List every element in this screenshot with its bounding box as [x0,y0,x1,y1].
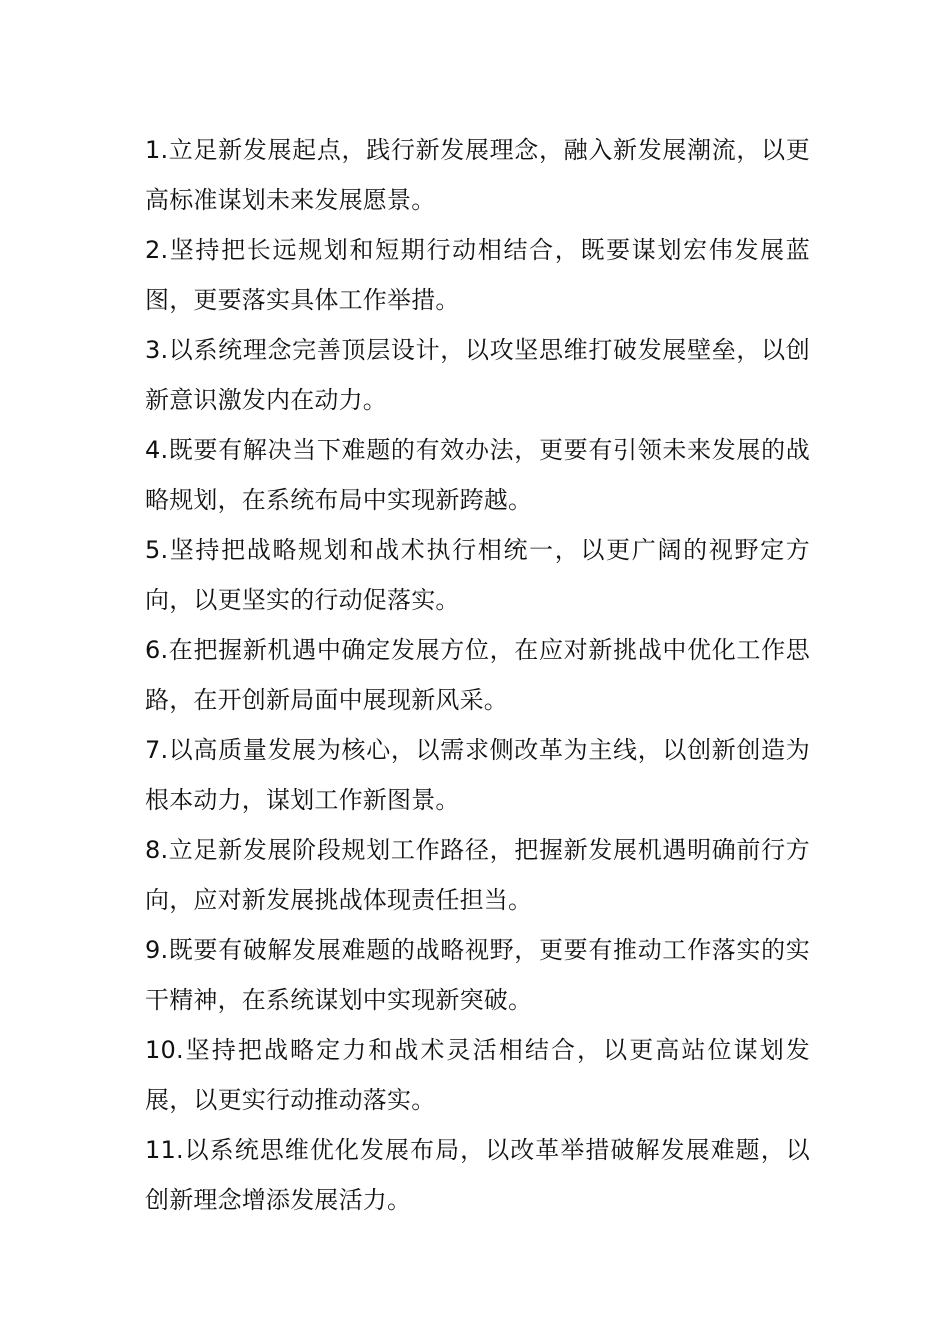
paragraph-10: 10.坚持把战略定力和战术灵活相结合，以更高站位谋划发展，以更实行动推动落实。 [145,1036,810,1114]
paragraph-6: 6.在把握新机遇中确定发展方位，在应对新挑战中优化工作思路，在开创新局面中展现新风采。 [145,636,810,714]
paragraph-4: 4.既要有解决当下难题的有效办法，更要有引领未来发展的战略规划，在系统布局中实现新跨越。 [145,436,810,514]
paragraph-2: 2.坚持把长远规划和短期行动相结合，既要谋划宏伟发展蓝图，更要落实具体工作举措。 [145,236,810,314]
paragraph-5: 5.坚持把战略规划和战术执行相统一，以更广阔的视野定方向，以更坚实的行动促落实。 [145,536,810,614]
paragraph-7: 7.以高质量发展为核心，以需求侧改革为主线，以创新创造为根本动力，谋划工作新图景。 [145,736,810,814]
paragraph-1: 1.立足新发展起点，践行新发展理念，融入新发展潮流，以更高标准谋划未来发展愿景。 [145,136,810,214]
paragraph-11: 11.以系统思维优化发展布局，以改革举措破解发展难题，以创新理念增添发展活力。 [145,1136,810,1214]
paragraph-8: 8.立足新发展阶段规划工作路径，把握新发展机遇明确前行方向，应对新发展挑战体现责任担当。 [145,836,810,914]
paragraph-3: 3.以系统理念完善顶层设计，以攻坚思维打破发展壁垒，以创新意识激发内在动力。 [145,336,810,414]
document-body [145,125,810,1225]
paragraph-9: 9.既要有破解发展难题的战略视野，更要有推动工作落实的实干精神，在系统谋划中实现新突破。 [145,936,810,1014]
